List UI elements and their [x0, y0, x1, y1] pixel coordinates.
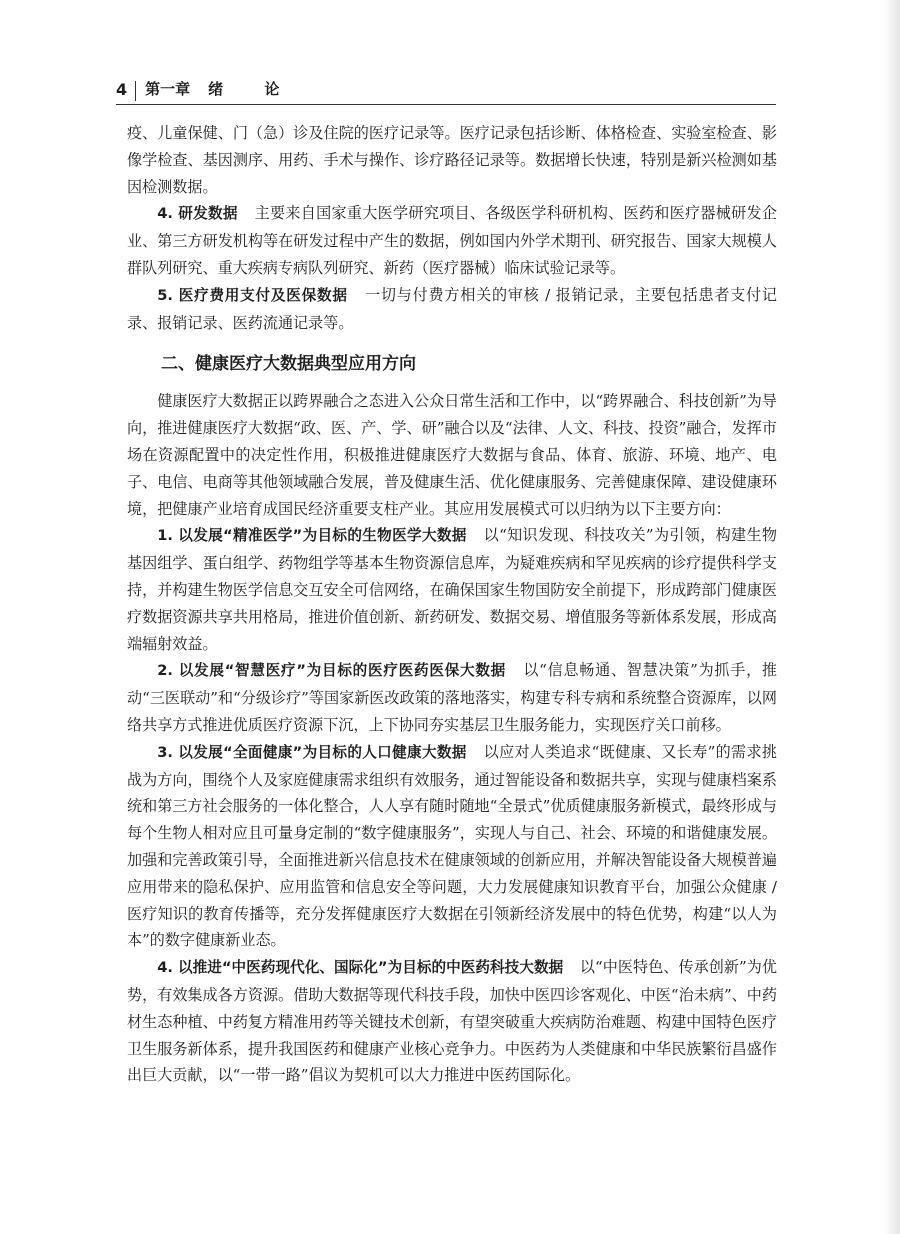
chapter-title: 绪 论 [208, 80, 298, 98]
page-edge-shadow [884, 0, 900, 1234]
paragraph-tcm [127, 954, 777, 1089]
running-header [116, 78, 776, 105]
paragraph-smart-medicine [127, 657, 777, 738]
item-heading: 4. 研发数据 [157, 205, 238, 223]
item-heading: 4. 以推进“中医药现代化、国际化”为目标的中医药科技大数据 [157, 959, 564, 977]
item-body: 以“信息畅通、智慧决策”为抓手，推动“三医联动”和“分级诊疗”等国家新医改政策的落地落实，构建专科专病和系统整合资源库，以网络共享方式推进优质医疗资源下沉，上下协同夯实基层卫生服务能力，实现医疗关口前移。 [127, 661, 777, 734]
item-heading: 1. 以发展“精准医学”为目标的生物医学大数据 [157, 527, 467, 545]
page-number: 4 [116, 80, 128, 99]
item-heading: 2. 以发展“智慧医疗”为目标的医疗医药医保大数据 [157, 662, 506, 680]
paragraph-comprehensive-health [127, 739, 777, 954]
item-body: 以“知识发现、科技攻关”为引领，构建生物基因组学、蛋白组学、药物组学等基本生物资源信息库，为疑难疾病和罕见疾病的诊疗提供科学支持，并构建生物医学信息交互安全可信网络，在确保国家生物国防安全前提下，形成跨部门健康医疗数据资源共享共用格局，推进价值创新、新药研发、数据交易、增值服务等新体系发展，形成高端辐射效益。 [127, 526, 777, 653]
body-text [127, 120, 777, 1089]
paragraph-continued: 疫、儿童保健、门（急）诊及住院的医疗记录等。医疗记录包括诊断、体格检查、实验室检查、影像学检查、基因测序、用药、手术与操作、诊疗路径记录等。数据增长快速，特别是新兴检测如基因检测数据。 [127, 124, 777, 196]
paragraph-intro: 健康医疗大数据正以跨界融合之态进入公众日常生活和工作中，以“跨界融合、科技创新”为导向，推进健康医疗大数据“政、医、产、学、研”融合以及“法律、人文、科技、投资”融合，发挥市场在资源配置中的决定性作用，积极推进健康医疗大数据与食品、体育、旅游、环境、地产、电子、电信、电商等其他领域融合发展，普及健康生活、优化健康服务、完善健康保障、建设健康环境，把健康产业培育成国民经济重要支柱产业。其应用发展模式可以归纳为以下主要方向： [127, 392, 777, 518]
item-heading: 5. 医疗费用支付及医保数据 [157, 286, 348, 304]
paragraph-insurance-data [127, 282, 777, 337]
section-title: 二、健康医疗大数据典型应用方向 [161, 354, 416, 375]
chapter-heading [136, 78, 297, 104]
item-heading: 3. 以发展“全面健康”为目标的人口健康大数据 [157, 743, 467, 761]
paragraph-research-data [127, 200, 777, 281]
paragraph-precision-medicine [127, 522, 777, 657]
item-body: 以“中医特色、传承创新”为优势，有效集成各方资源。借助大数据等现代科技手段，加快中医四诊客观化、中医“治未病”、中药材生态种植、中药复方精准用药等关键技术创新，有望突破重大疾病防治难题、构建中国特色医疗卫生服务新体系，提升我国医药和健康产业核心竞争力。中医药为人类健康和中华民族繁衍昌盛作出巨大贡献，以“一带一路”倡议为契机可以大力推进中医药国际化。 [127, 958, 777, 1085]
item-body: 一切与付费方相关的审核 / 报销记录，主要包括患者支付记录、报销记录、医药流通记录等。 [127, 285, 777, 332]
item-body: 以应对人类追求“既健康、又长寿”的需求挑战为方向，围绕个人及家庭健康需求组织有效服务，通过智能设备和数据共享，实现与健康档案系统和第三方社会服务的一体化整合，人人享有随时随地“全景式”优质健康服务新模式，最终形成与每个生物人相对应且可量身定制的“数字健康服务”，实现人与自己、社会、环境的和谐健康发展。加强和完善政策引导，全面推进新兴信息技术在健康领域的创新应用，并解决智能设备大规模普遍应用带来的隐私保护、应用监管和信息安全等问题，大力发展健康知识教育平台，加强公众健康 / 医疗知识的教育传播等，充分发挥健康医疗大数据在引领新经济发展中的特色优势，构建“以人为本”的数字健康新业态。 [127, 742, 777, 950]
item-body: 主要来自国家重大医学研究项目、各级医学科研机构、医药和医疗器械研发企业、第三方研发机构等在研发过程中产生的数据，例如国内外学术期刊、研究报告、国家大规模人群队列研究、重大疾病专病队列研究、新药（医疗器械）临床试验记录等。 [127, 204, 777, 277]
chapter-label: 第一章 [145, 80, 191, 98]
